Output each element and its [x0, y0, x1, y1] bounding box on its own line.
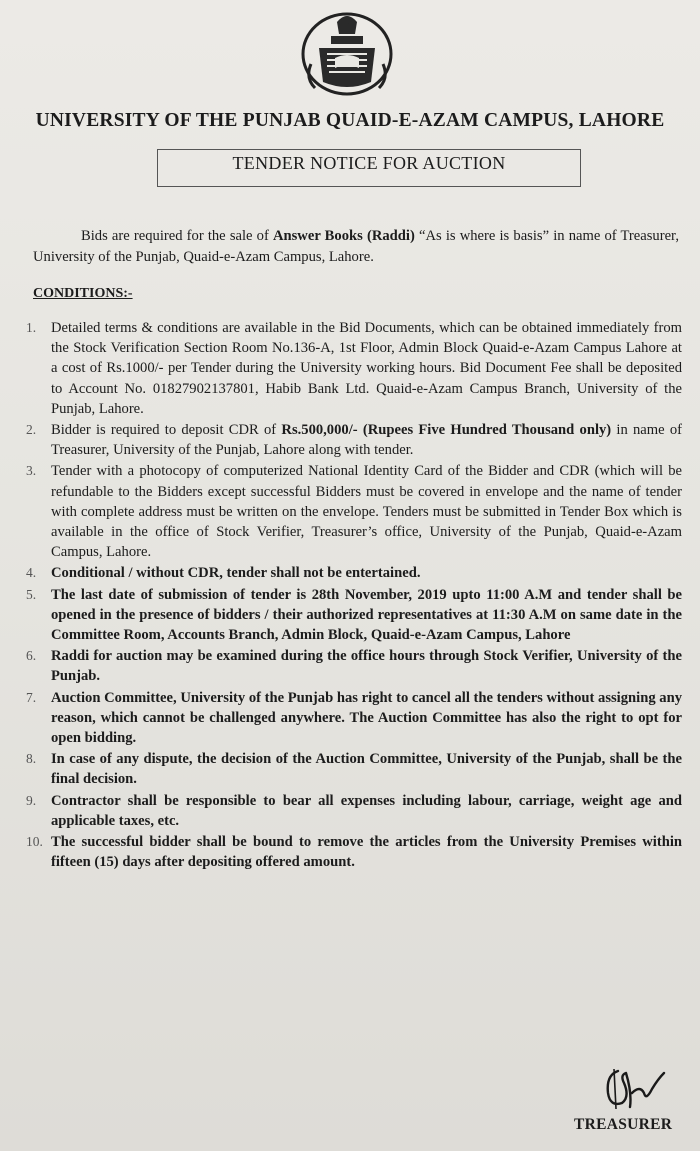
condition-number: 6.: [26, 648, 37, 664]
submission-time: 11:00 A.M: [486, 586, 553, 603]
condition-number: 5.: [26, 586, 37, 602]
condition-text: In case of any dispute, the decision of the Auction Committee, University of the Punjab, shall be the final decision.: [51, 751, 682, 788]
condition-text-end: on same date in the Committee Room, Accounts Branch, Admin Block, Quaid-e-Azam Campus, Lahore: [51, 606, 683, 644]
signatory-title: TREASURER: [574, 1116, 673, 1133]
cdr-amount: Rs.500,000/- (Rupees Five Hundred Thousand only): [281, 422, 612, 439]
condition-number: 1.: [26, 320, 37, 335]
condition-item: [20, 585, 682, 646]
intro-text-end: “As is where is basis” in name of Treasurer, University of the Punjab, Quaid-e-Azam Campus, Lahore.: [33, 228, 679, 265]
notice-title-box: [157, 149, 581, 187]
condition-text: Detailed terms & conditions are available in the Bid Documents, which can be obtained immediately from the Stock Verification Section Room No.136-A, 1st Floor, Admin Block Quaid-e-Azam Campus Lahore at a cost of Rs.1000/- per Tender during the University working hours. Bid Document Fee shall be deposited to Account No. 01827902137801, Habib Bank Ltd. Quaid-e-Azam Campus Branch, University of the Punjab, Lahore.: [51, 320, 682, 417]
condition-text: Contractor shall be responsible to bear all expenses including labour, carriage, weight age and applicable taxes, etc.: [51, 792, 682, 829]
condition-item: [20, 420, 682, 460]
condition-item: [20, 318, 682, 419]
condition-number: 10.: [26, 834, 43, 850]
condition-number: 9.: [26, 792, 37, 808]
condition-text-start: The last date of submission of tender is: [51, 586, 312, 603]
condition-text: Tender with a photocopy of computerized National Identity Card of the Bidder and CDR (which will be refundable to the Bidders except successful Bidders must be covered in envelope and the name of tender with complete address must be written on the envelope. Tenders must be submitted in Tender Box which is available in the office of Stock Verifier, Treasurer’s office, University of the Punjab, Quaid-e-Azam Campus, Lahore.: [51, 463, 682, 561]
intro-text-start: Bids are required for the sale of: [81, 228, 273, 244]
intro-item-name: Answer Books (Raddi): [272, 228, 415, 244]
condition-text: The successful bidder shall be bound to remove the articles from the University Premises within fifteen (15) days after depositing offered amount.: [51, 834, 682, 871]
notice-title: TENDER NOTICE FOR AUCTION: [232, 153, 506, 173]
intro-paragraph: [33, 226, 679, 268]
condition-text: [51, 587, 682, 643]
condition-item: [20, 646, 682, 686]
condition-text-mid: and tender shall be opened in the presence of bidders / their authorized representatives at: [51, 586, 683, 623]
condition-text: Conditional / without CDR, tender shall not be entertained.: [51, 565, 421, 582]
condition-item: [20, 749, 682, 789]
condition-item: [20, 832, 682, 872]
condition-item: [20, 688, 682, 749]
condition-item: [20, 461, 682, 562]
condition-text: Auction Committee, University of the Punjab has right to cancel all the tenders without assigning any reason, which cannot be challenged anywhere. The Auction Committee has also the right to opt for open bidding.: [51, 689, 682, 747]
condition-item: [20, 791, 682, 831]
condition-number: 4.: [26, 565, 37, 581]
conditions-list: [20, 318, 682, 873]
condition-text: Raddi for auction may be examined during the office hours through Stock Verifier, University of the Punjab.: [51, 648, 682, 685]
university-title: UNIVERSITY OF THE PUNJAB QUAID-E-AZAM CAMPUS, LAHORE: [35, 110, 665, 131]
condition-text-end: in name of Treasurer, University of the Punjab, Lahore along with tender.: [51, 422, 682, 459]
conditions-heading: CONDITIONS:-: [33, 286, 133, 301]
condition-text-mid: upto: [446, 586, 487, 603]
condition-number: 2.: [26, 422, 37, 438]
treasurer-signature: [596, 1063, 666, 1115]
condition-number: 3.: [26, 463, 37, 479]
opening-time: 11:30 A.M: [492, 606, 557, 623]
condition-item: [20, 563, 682, 583]
condition-number: 8.: [26, 751, 37, 767]
university-crest-logo: [297, 8, 397, 98]
condition-text: [51, 422, 682, 458]
condition-number: 7.: [26, 689, 37, 705]
condition-text-start: Bidder is required to deposit CDR of: [51, 422, 282, 439]
submission-date: 28th November, 2019: [311, 586, 447, 603]
